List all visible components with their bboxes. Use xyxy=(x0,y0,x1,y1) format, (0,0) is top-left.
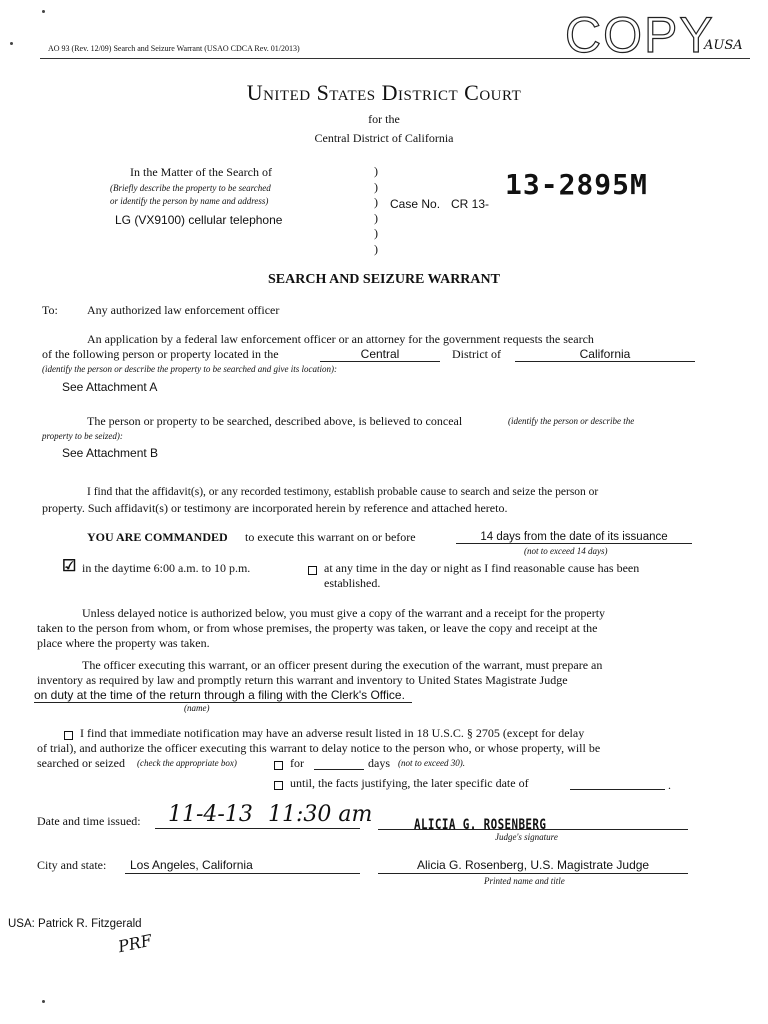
for-the: for the xyxy=(368,112,400,126)
para2-note-1: (identify the person or describe the xyxy=(508,416,635,426)
scan-speck xyxy=(10,42,13,45)
matter-line: In the Matter of the Search of xyxy=(130,165,272,179)
days-note: (not to exceed 30). xyxy=(398,758,465,768)
para5-name-note: (name) xyxy=(184,703,210,713)
until-date-blank[interactable] xyxy=(570,789,665,790)
issued-date: 11-4-13 xyxy=(168,802,253,827)
signature-label: Judge's signature xyxy=(495,832,558,842)
court-name: United States District Court xyxy=(246,80,522,105)
deadline-field: 14 days from the date of its issuance xyxy=(456,531,692,544)
form-id: AO 93 (Rev. 12/09) Search and Seizure Warrant (USAO CDCA Rev. 01/2013) xyxy=(48,44,300,53)
case-number-stamp: 13-2895M xyxy=(505,168,648,201)
matter-parentheses: ) ) ) ) ) ) xyxy=(374,164,378,256)
for-label: for xyxy=(290,756,304,770)
scan-speck xyxy=(42,1000,45,1003)
days-label: days xyxy=(368,756,390,770)
state-field: California xyxy=(515,347,695,362)
until-label: until, the facts justifying, the later specific date of xyxy=(290,776,529,790)
anytime-option-1: at any time in the day or night as I find reasonable cause has been xyxy=(324,561,640,575)
days-blank[interactable] xyxy=(314,769,364,770)
para6-check-note: (check the appropriate box) xyxy=(137,758,237,768)
para2-note-2: property to be seized): xyxy=(42,431,123,441)
issued-label: Date and time issued: xyxy=(37,814,141,828)
city-line xyxy=(125,873,360,874)
issued-time: 11:30 am xyxy=(268,802,373,827)
para6-line1: I find that immediate notification may have an adverse result listed in 18 U.S.C. § 2705 (except for delay xyxy=(80,726,585,740)
copy-stamp: COPY xyxy=(565,7,715,63)
para3-line2: property. Such affidavit(s) or testimony are incorporated herein by reference and attached hereto. xyxy=(42,501,508,515)
para4-line3: place where the property was taken. xyxy=(37,636,210,650)
district-field: Central xyxy=(320,347,440,362)
judge-signature: ALICIA G. ROSENBERG xyxy=(414,817,547,833)
anytime-option-2: established. xyxy=(324,576,381,590)
until-period: . xyxy=(668,778,671,792)
para5-line2: inventory as required by law and promptly return this warrant and inventory to United States Magistrate Judge xyxy=(37,673,568,687)
printed-name-line xyxy=(378,873,688,874)
issued-line xyxy=(155,828,360,829)
printed-name-label: Printed name and title xyxy=(484,876,565,886)
para6-line2: of trial), and authorize the officer executing this warrant to delay notice to the person who, or whose property, will be xyxy=(37,741,601,755)
para5-judge-field: on duty at the time of the return through a filing with the Clerk's Office. xyxy=(34,688,412,703)
anytime-checkbox[interactable] xyxy=(308,562,323,580)
initials: PRF xyxy=(116,930,154,957)
printed-name: Alicia G. Rosenberg, U.S. Magistrate Judge xyxy=(417,858,650,872)
para6-line3: searched or seized xyxy=(37,756,125,770)
attachment-a: See Attachment A xyxy=(62,380,158,394)
until-checkbox[interactable] xyxy=(274,777,289,795)
commanded-bold: YOU ARE COMMANDED xyxy=(87,530,228,544)
signature-line xyxy=(378,829,688,830)
ausa-note: AUSA xyxy=(704,38,743,53)
daytime-option: in the daytime 6:00 a.m. to 10 p.m. xyxy=(82,561,251,575)
para4-line1: Unless delayed notice is authorized below, you must give a copy of the warrant and a receipt for the property xyxy=(82,606,606,620)
city-value: Los Angeles, California xyxy=(130,858,253,872)
district-of-label: District of xyxy=(452,347,501,361)
to-value: Any authorized law enforcement officer xyxy=(87,303,280,317)
commanded-text: to execute this warrant on or before xyxy=(245,530,416,544)
deadline-note: (not to exceed 14 days) xyxy=(524,546,608,556)
city-label: City and state: xyxy=(37,858,107,872)
para4-line2: taken to the person from whom, or from whose premises, the property was taken, or leave the copy and receipt at the xyxy=(37,621,598,635)
matter-instructions-2: or identify the person by name and address) xyxy=(110,196,269,206)
matter-property: LG (VX9100) cellular telephone xyxy=(115,213,283,227)
to-label: To: xyxy=(42,303,58,317)
case-no-prefix: CR 13- xyxy=(451,197,490,211)
para2-line1: The person or property to be searched, described above, is believed to conceal xyxy=(87,414,463,428)
para5-line1: The officer executing this warrant, or an officer present during the execution of the warrant, must prepare an xyxy=(82,658,603,672)
case-no-label: Case No. xyxy=(390,197,441,211)
usa-attorney: USA: Patrick R. Fitzgerald xyxy=(8,918,142,930)
para3-line1: I find that the affidavit(s), or any recorded testimony, establish probable cause to search and seize the person or xyxy=(87,486,599,498)
warrant-title: SEARCH AND SEIZURE WARRANT xyxy=(268,272,500,287)
para1-line2: of the following person or property located in the xyxy=(42,347,279,361)
for-days-checkbox[interactable] xyxy=(274,757,289,775)
para1-note: (identify the person or describe the property to be searched and give its location): xyxy=(42,364,338,374)
daytime-checkbox-checked[interactable]: ☑ xyxy=(62,558,77,575)
district-name: Central District of California xyxy=(314,131,454,145)
matter-instructions-1: (Briefly describe the property to be searched xyxy=(110,183,271,193)
attachment-b: See Attachment B xyxy=(62,446,159,460)
scan-speck xyxy=(42,10,45,13)
para1-line1: An application by a federal law enforcement officer or an attorney for the government requests the search xyxy=(87,332,594,346)
